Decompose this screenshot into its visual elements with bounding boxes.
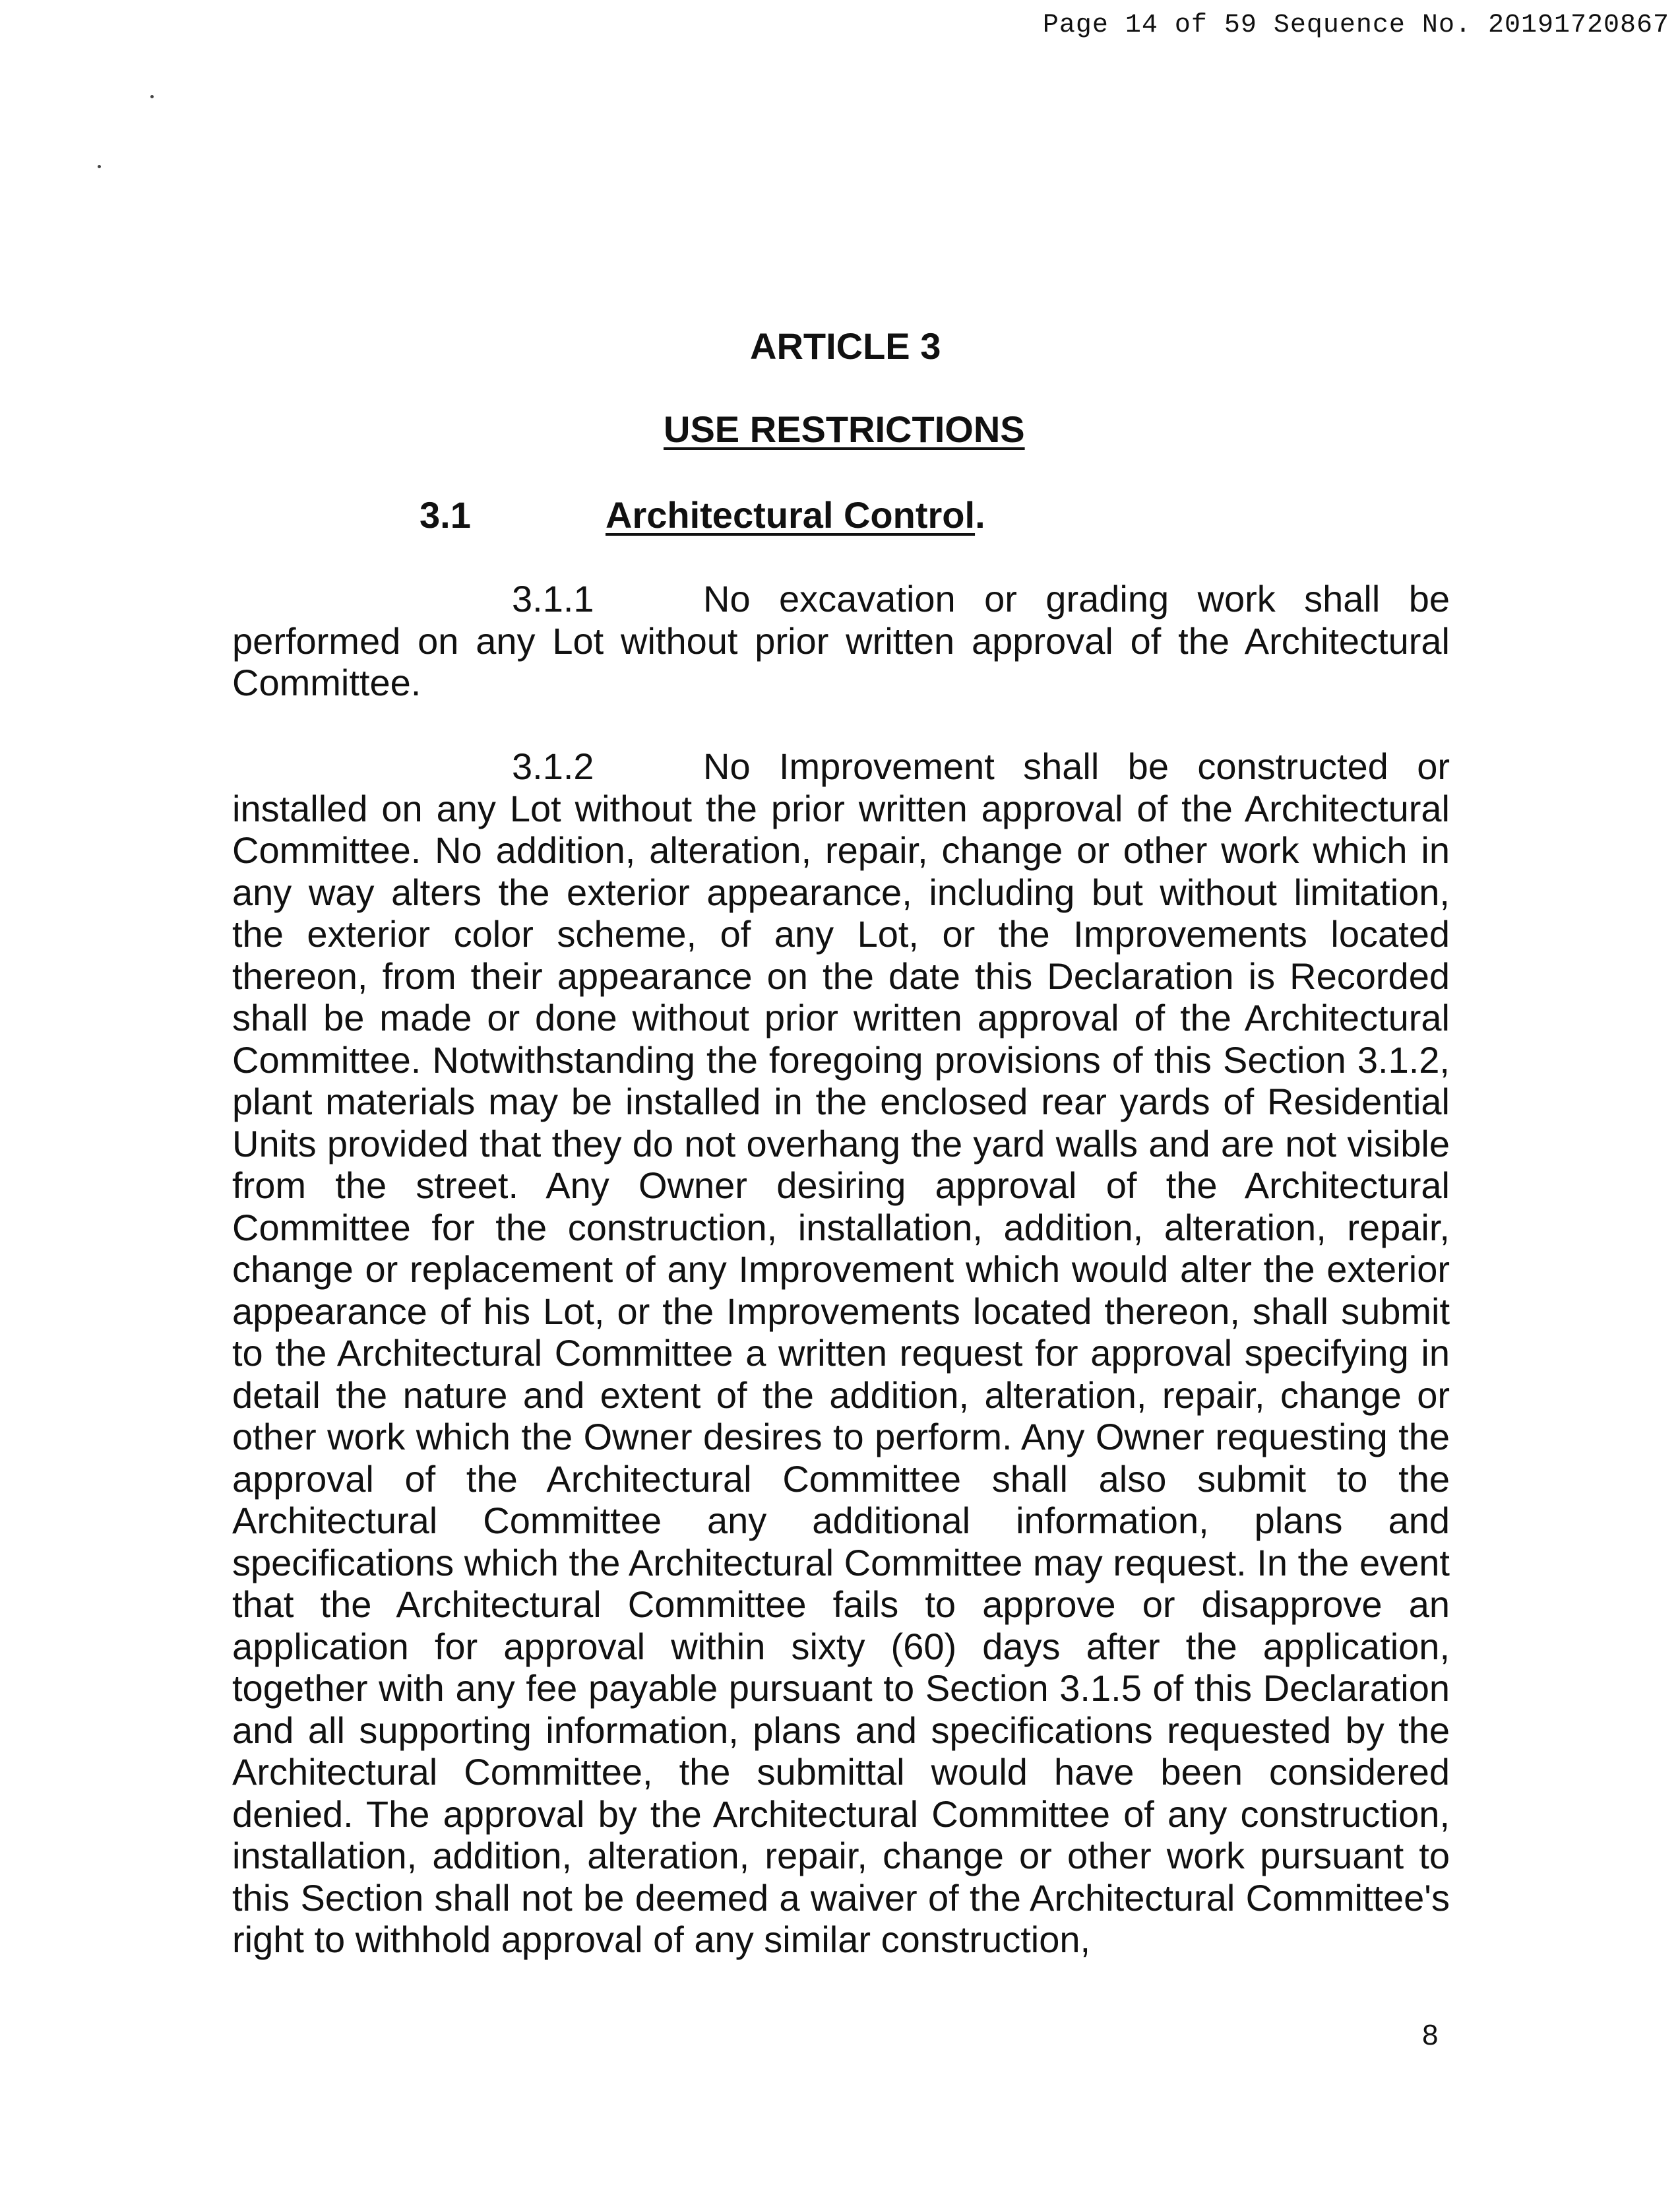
scan-speck bbox=[150, 95, 154, 98]
scan-speck bbox=[98, 165, 101, 168]
paragraph-text: No excavation or grading work shall be performed on any Lot without prior written approval of the Architectural Committee. bbox=[232, 578, 1450, 703]
paragraph-number: 3.1.1 bbox=[512, 578, 594, 620]
section-number: 3.1 bbox=[420, 494, 471, 536]
section-title-text: Architectural Control bbox=[606, 494, 976, 536]
page-sequence-stamp: Page 14 of 59 Sequence No. 20191720867 bbox=[1042, 11, 1669, 40]
section-title bbox=[606, 494, 985, 536]
paragraph-3-1-1 bbox=[232, 578, 1450, 704]
paragraph-number: 3.1.2 bbox=[512, 746, 594, 787]
page-number: 8 bbox=[1422, 2019, 1439, 2051]
paragraph-3-1-2 bbox=[232, 746, 1450, 1961]
paragraph-text: No Improvement shall be constructed or installed on any Lot without the prior written approval of the Architectural Committee. No addition, alteration, repair, change or other work which in any way alters the exterior appearance, including but without limitation, the exterior color scheme, of any Lot, or the Improvements located thereon, from their appearance on the date this Declaration is Recorded shall be made or done without prior written approval of the Architectural Committee. Notwithstanding the foregoing provisions of this Section 3.1.2, plant materials may be installed in the enclosed rear yards of Residential Units provided that they do not overhang the yard walls and are not visible from the street. Any Owner desiring approval of the Architectural Committee for the construction, installation, addition, alteration, repair, change or replacement of any Improvement which would alter the exterior appearance of his Lot, or the Improvements located thereon, shall submit to the Architectural Committee a written request for approval specifying in detail the nature and extent of the addition, alteration, repair, change or other work which the Owner desires to perform. Any Owner requesting the approval of the Architectural Committee shall also submit to the Architectural Committee any additional information, plans and specifications which the Architectural Committee may request. In the event that the Architectural Committee fails to approve or disapprove an application for approval within sixty (60) days after the application, together with any fee payable pursuant to Section 3.1.5 of this Declaration and all supporting information, plans and specifications requested by the Architectural Committee, the submittal would have been considered denied. The approval by the Architectural Committee of any construction, installation, addition, alteration, repair, change or other work pursuant to this Section shall not be deemed a waiver of the Architectural Committee's right to withhold approval of any similar construction, bbox=[232, 746, 1450, 1960]
article-number: ARTICLE 3 bbox=[750, 325, 941, 367]
section-title-suffix: . bbox=[975, 494, 985, 536]
article-title: USE RESTRICTIONS bbox=[664, 408, 1025, 450]
